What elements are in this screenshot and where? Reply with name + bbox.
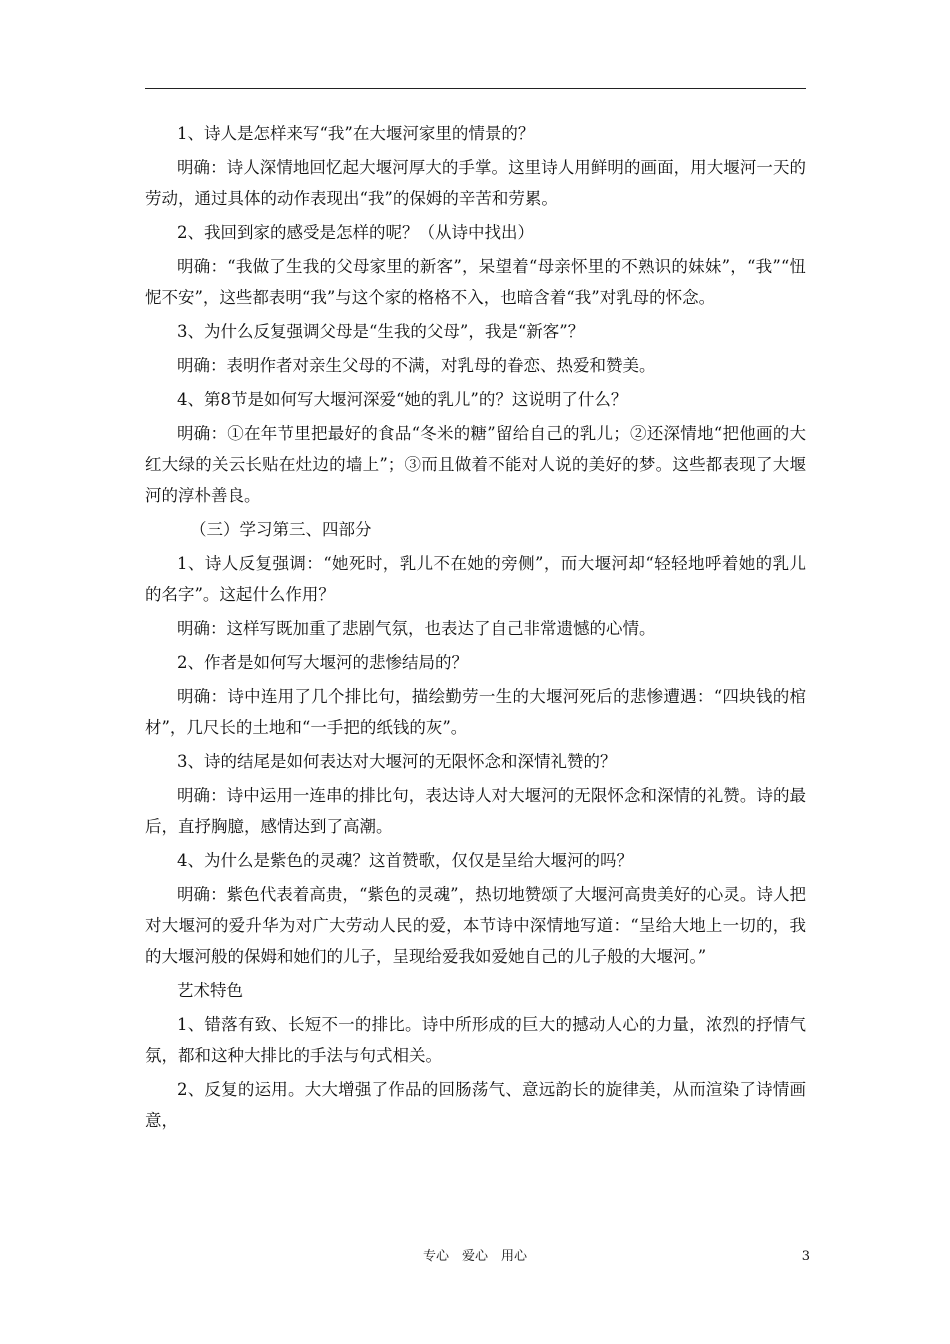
paragraph: 明确：诗中连用了几个排比句，描绘勤劳一生的大堰河死后的悲惨遭遇：“四块钱的棺材”，几尺长的土地和“一手把的纸钱的灰”。 — [145, 687, 806, 737]
paragraph: 明确：“我做了生我的父母家里的新客”，呆望着“母亲怀里的不熟识的妹妹”，“我”“忸怩不安”，这些都表明“我”与这个家的格格不入，也暗含着“我”对乳母的怀念。 — [145, 257, 806, 307]
header-rule — [145, 88, 806, 89]
subsection-heading: 艺术特色 — [177, 981, 243, 1000]
paragraph: 2、作者是如何写大堰河的悲惨结局的？ — [177, 653, 468, 672]
paragraph: 2、我回到家的感受是怎样的呢？（从诗中找出） — [177, 223, 534, 242]
paragraph: 3、诗的结尾是如何表达对大堰河的无限怀念和深情礼赞的？ — [177, 752, 617, 771]
paragraph: 3、为什么反复强调父母是“生我的父母”，我是“新客”？ — [177, 322, 585, 341]
paragraph: 2、反复的运用。大大增强了作品的回肠荡气、意远韵长的旋律美，从而渲染了诗情画意， — [145, 1080, 806, 1130]
paragraph: 4、第8节是如何写大堰河深爱“她的乳儿”的？这说明了什么？ — [177, 390, 628, 409]
paragraph: 1、诗人反复强调：“她死时，乳儿不在她的旁侧”，而大堰河却“轻轻地呼着她的乳儿的名字”。这起什么作用？ — [145, 554, 806, 604]
page-body — [145, 118, 806, 1136]
paragraph: 1、诗人是怎样来写“我”在大堰河家里的情景的？ — [177, 124, 535, 143]
page-footer — [0, 1247, 950, 1267]
paragraph: 明确：紫色代表着高贵，“紫色的灵魂”，热切地赞颂了大堰河高贵美好的心灵。诗人把对大堰河的爱升华为对广大劳动人民的爱，本节诗中深情地写道：“呈给大地上一切的，我的大堰河般的保姆和她们的儿子，呈现给爱我如爱她自己的儿子般的大堰河。” — [145, 885, 806, 966]
paragraph: 明确：这样写既加重了悲剧气氛，也表达了自己非常遗憾的心情。 — [177, 619, 656, 638]
paragraph: 明确：诗人深情地回忆起大堰河厚大的手掌。这里诗人用鲜明的画面，用大堰河一天的劳动，通过具体的动作表现出“我”的保姆的辛苦和劳累。 — [145, 158, 806, 208]
footer-motto: 专心 爱心 用心 — [422, 1249, 527, 1264]
section-heading: （三）学习第三、四部分 — [190, 520, 372, 539]
paragraph: 明确：①在年节里把最好的食品“冬米的糖”留给自己的乳儿；②还深情地“把他画的大红大绿的关云长贴在灶边的墙上”；③而且做着不能对人说的美好的梦。这些都表现了大堰河的淳朴善良。 — [145, 424, 806, 505]
paragraph: 4、为什么是紫色的灵魂？这首赞歌，仅仅是呈给大堰河的吗？ — [177, 851, 633, 870]
paragraph: 明确：诗中运用一连串的排比句，表达诗人对大堰河的无限怀念和深情的礼赞。诗的最后，直抒胸臆，感情达到了高潮。 — [145, 786, 806, 836]
paragraph: 1、错落有致、长短不一的排比。诗中所形成的巨大的撼动人心的力量，浓烈的抒情气氛，都和这种大排比的手法与句式相关。 — [145, 1015, 806, 1065]
page-number: 3 — [801, 1249, 810, 1264]
paragraph: 明确：表明作者对亲生父母的不满，对乳母的眷恋、热爱和赞美。 — [177, 356, 656, 375]
